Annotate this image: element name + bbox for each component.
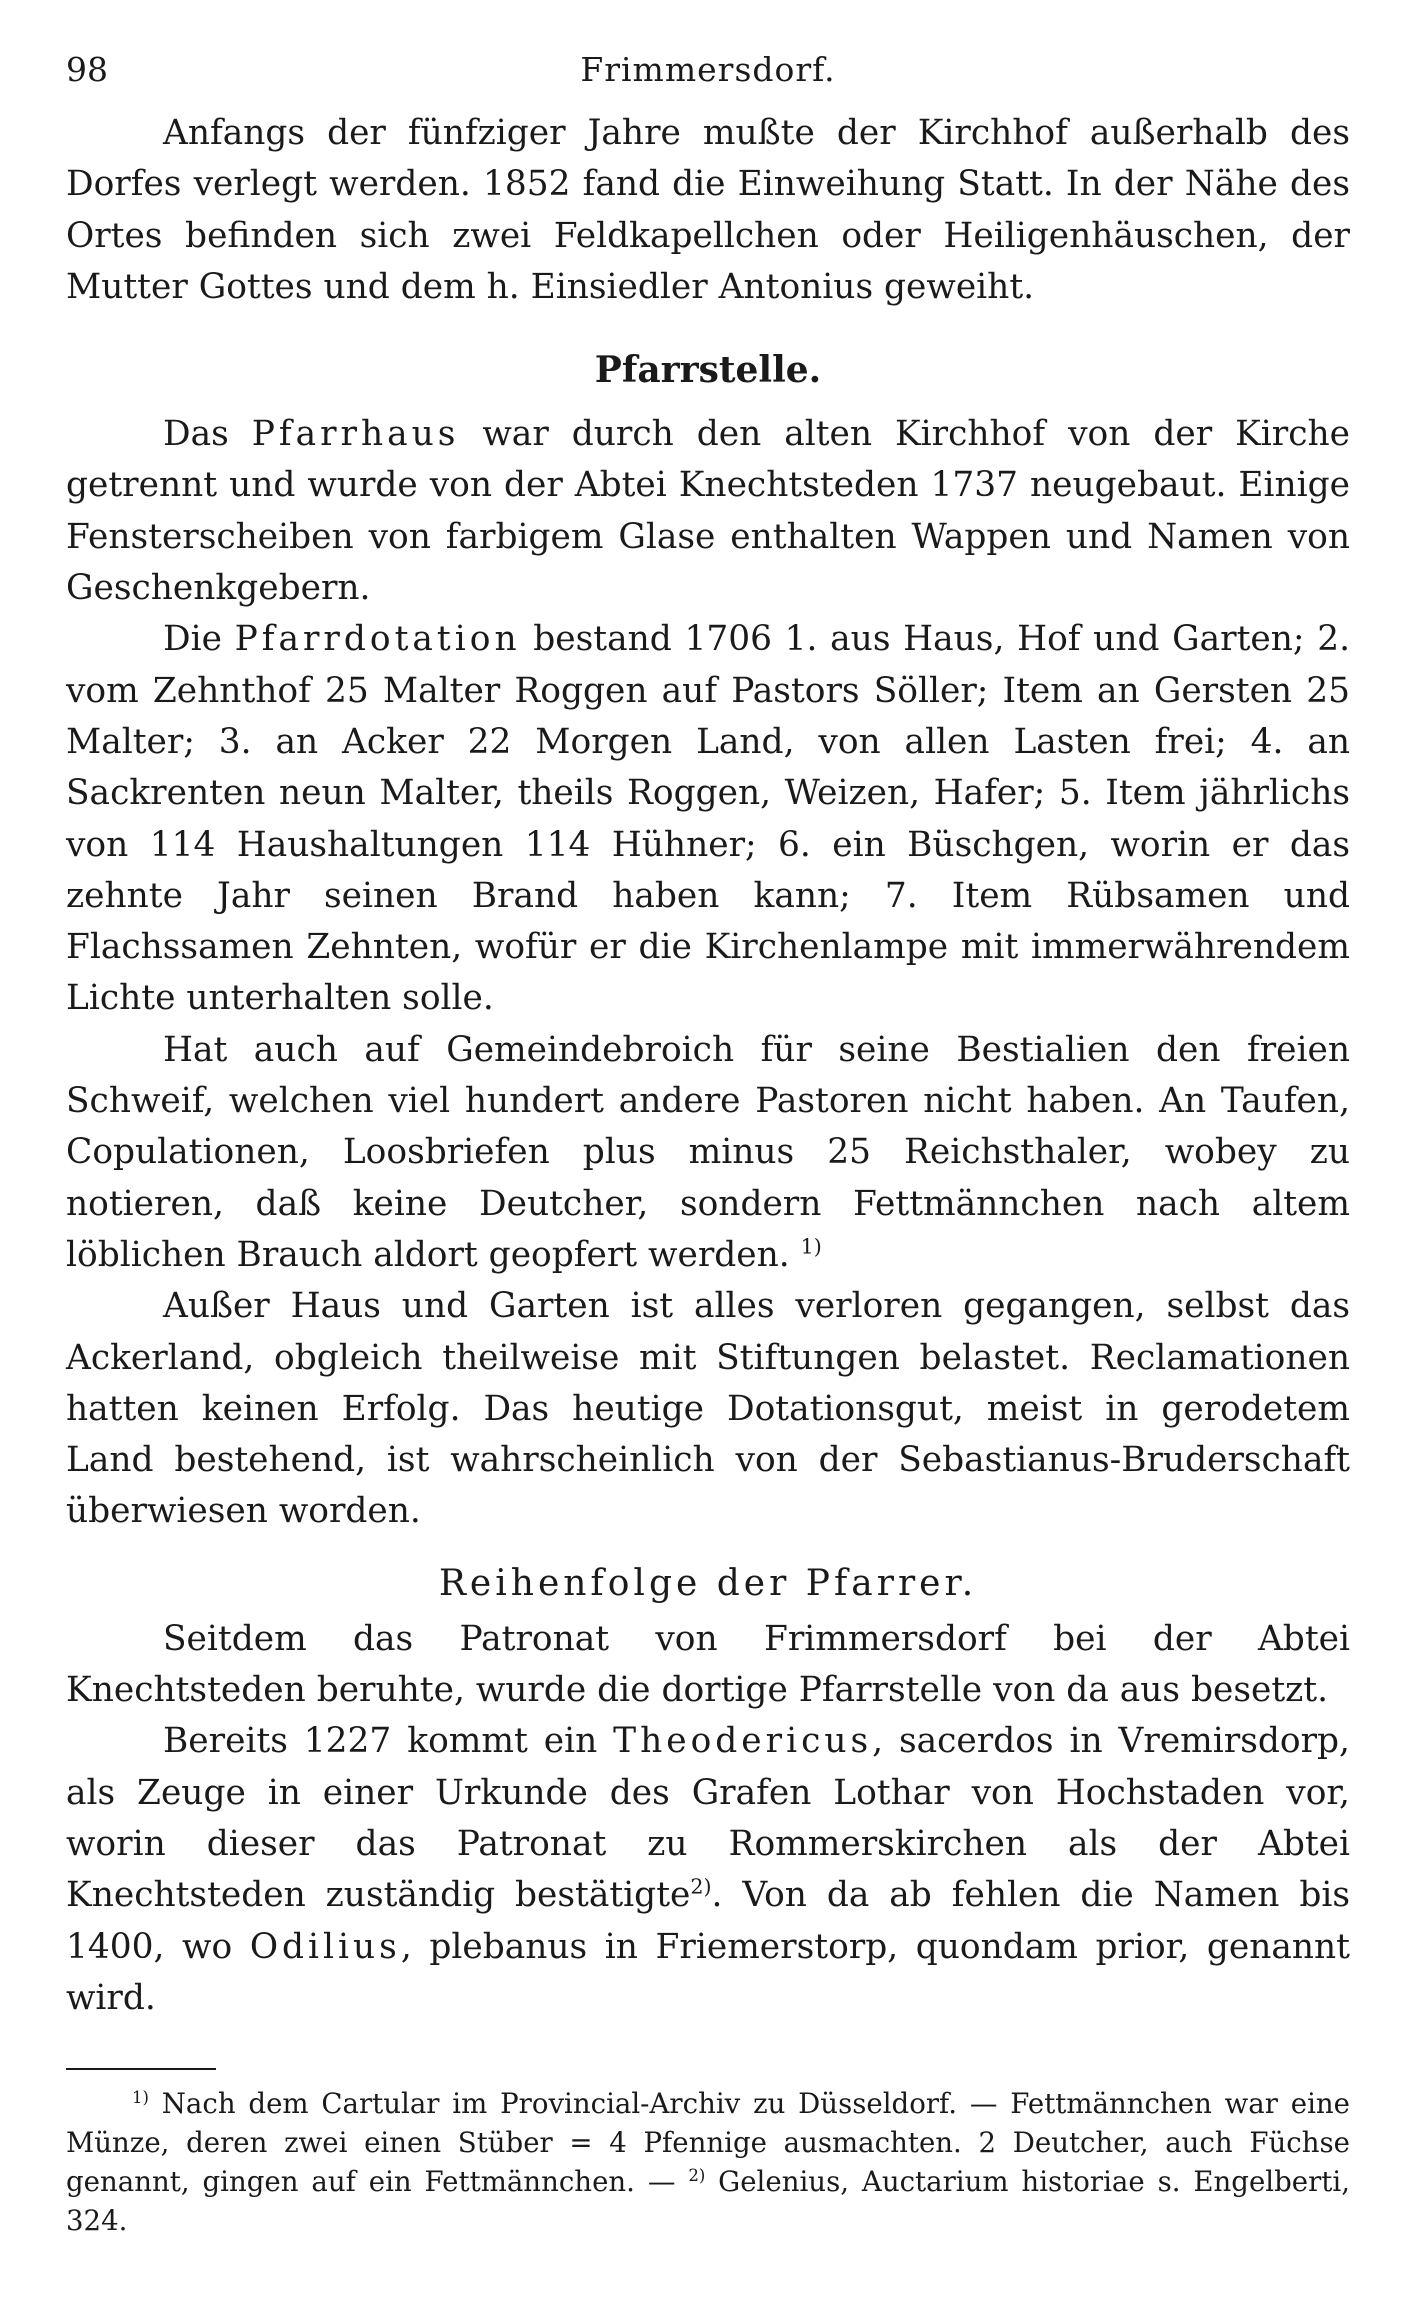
footnote-text-1: Nach dem Cartular im Provincial-Archiv zu Düsseldorf. — Fettmännchen war eine Münze, deren zwei einen Stüber = 4 Pfennige ausmachten. 2 Deutcher, auch Füchse genannt, gingen auf ein Fettmännchen. —: [66, 2087, 1350, 2199]
footnote-ref-1: 1): [800, 1234, 822, 1259]
paragraph-bereits-1227: [66, 1716, 1350, 2024]
section-title-pfarrstelle: Pfarrstelle.: [594, 349, 822, 392]
book-page: [66, 42, 1350, 2240]
paragraph-text: , sacerdos in Vremirsdorp, als Zeuge in einer Urkunde des Grafen Lothar von Hochstaden vor, worin dieser das Patronat zu Rommerskirchen als der Abtei Knechtsteden zuständig bestätigte: [66, 1721, 1350, 1916]
emphasized-term: Pfarrhaus: [251, 414, 460, 455]
footnote-divider: [66, 2068, 216, 2070]
footnote-text-2: Gelenius, Auctarium historiae s. Engelberti, 324.: [66, 2165, 1350, 2238]
paragraph-patronat: Seitdem das Patronat von Frimmersdorf bei der Abtei Knechtsteden beruhte, wurde die dortige Pfarrstelle von da aus besetzt.: [66, 1618, 1350, 1711]
footnote-marker-2: 2): [688, 2165, 706, 2185]
paragraph-pfarrdotation: [66, 614, 1350, 1024]
page-number: 98: [66, 50, 108, 89]
paragraph-text: , plebanus in Friemerstorp, quondam prior, genannt wird.: [66, 1926, 1350, 2018]
paragraph-text: Das: [163, 414, 252, 455]
paragraph-text: . Von da ab fehlen die Namen bis 1400, wo: [66, 1875, 1350, 1967]
paragraph-gemeindebroich: [66, 1025, 1350, 1281]
paragraph-pfarrhaus: [66, 409, 1350, 614]
person-name: Odilius: [249, 1926, 401, 1967]
paragraph-text: Die: [163, 619, 235, 660]
paragraph-text: war durch den alten Kirchhof von der Kirche getrennt und wurde von der Abtei Knechtsteden 1737 neugebaut. Einige Fensterscheiben von farbigem Glase enthalten Wappen und Namen von Geschenkgebern.: [66, 414, 1350, 609]
running-title: Frimmersdorf.: [580, 50, 836, 89]
footnotes: [66, 2084, 1350, 2240]
section-title-reihenfolge: Reihenfolge der Pfarrer.: [438, 1562, 978, 1604]
intro-paragraph: Anfangs der fünfziger Jahre mußte der Kirchhof außerhalb des Dorfes verlegt werden. 1852 fand die Einweihung Statt. In der Nähe des Ortes befinden sich zwei Feldkapellchen oder Heiligenhäuschen, der Mutter Gottes und dem h. Einsiedler Antonius geweiht.: [66, 113, 1350, 307]
page-header: [66, 42, 1350, 102]
emphasized-term: Pfarrdotation: [234, 619, 521, 660]
footnote-marker-1: 1): [132, 2087, 149, 2107]
paragraph-ausser-haus: Außer Haus und Garten ist alles verloren gegangen, selbst das Ackerland, obgleich theilweise mit Stiftungen belastet. Reclamationen hatten keinen Erfolg. Das heutige Dotationsgut, meist in gerodetem Land bestehend, ist wahrscheinlich von der Sebastianus-Bruderschaft überwiesen worden.: [66, 1286, 1350, 1532]
paragraph-text: Hat auch auf Gemeindebroich für seine Bestialien den freien Schweif, welchen viel hundert andere Pastoren nicht haben. An Taufen, Copulationen, Loosbriefen plus minus 25 Reichsthaler, wobey zu notieren, daß keine Deutcher, sondern Fettmännchen nach altem löblichen Brauch aldort geopfert werden.: [66, 1029, 1350, 1275]
paragraph-text: bestand 1706 1. aus Haus, Hof und Garten; 2. vom Zehnthof 25 Malter Roggen auf Pastors Söller; Item an Gersten 25 Malter; 3. an Acker 22 Morgen Land, von allen Lasten frei; 4. an Sackrenten neun Malter, theils Roggen, Weizen, Hafer; 5. Item jährlichs von 114 Haushaltungen 114 Hühner; 6. ein Büschgen, worin er das zehnte Jahr seinen Brand haben kann; 7. Item Rübsamen und Flachssamen Zehnten, wofür er die Kirchenlampe mit immerwährendem Lichte unterhalten solle.: [66, 619, 1351, 1019]
person-name: Theodericus: [613, 1721, 873, 1762]
footnote-ref-2: 2): [690, 1874, 712, 1899]
paragraph-text: Bereits 1227 kommt ein: [163, 1721, 614, 1762]
